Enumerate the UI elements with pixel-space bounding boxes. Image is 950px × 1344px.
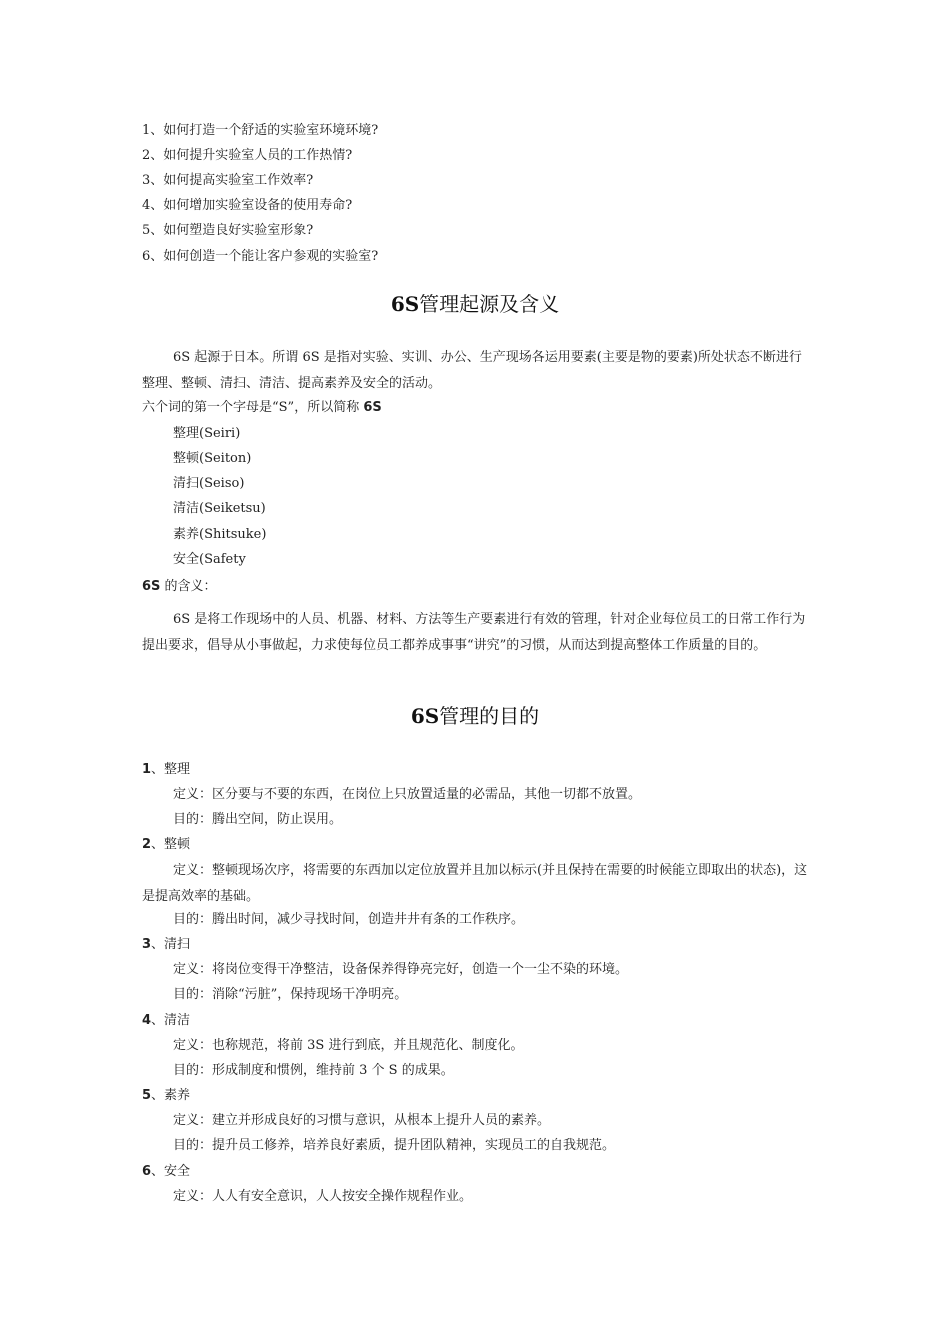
item-number: 3: [142, 937, 152, 952]
question-item: 4、如何增加实验室设备的使用寿命?: [142, 198, 353, 213]
item-name: 、整顿: [151, 837, 191, 852]
meaning-prefix: 6S: [142, 579, 161, 594]
item-name: 、素养: [151, 1088, 191, 1103]
item-name: 、安全: [151, 1164, 191, 1179]
question-item: 6、如何创造一个能让客户参观的实验室?: [142, 249, 379, 264]
item-number: 4: [142, 1013, 152, 1028]
item-definition: 定义：也称规范，将前 3S 进行到底，并且规范化、制度化。: [173, 1038, 524, 1053]
item-definition: 定义：整顿现场次序，将需要的东西加以定位放置并且加以标示(并且保持在需要的时候能立即取出的状态)，这是提高效率的基础。: [142, 863, 808, 904]
item-heading: [142, 761, 190, 779]
term-item: 整理(Seiri): [173, 426, 241, 441]
item-number: 5: [142, 1088, 152, 1103]
item-heading: [142, 836, 190, 854]
item-heading: [142, 1163, 190, 1181]
term-item: 清扫(Seiso): [173, 476, 245, 491]
question-item: 2、如何提升实验室人员的工作热情?: [142, 148, 353, 163]
item-definition: 定义：区分要与不要的东西，在岗位上只放置适量的必需品，其他一切都不放置。: [173, 787, 642, 802]
section-heading-purpose: [0, 703, 950, 729]
question-item: 3、如何提高实验室工作效率?: [142, 173, 314, 188]
heading-text: 管理起源及含义: [419, 292, 560, 316]
question-item: 1、如何打造一个舒适的实验室环境环境?: [142, 123, 379, 138]
item-definition: 定义：将岗位变得干净整洁，设备保养得铮亮完好，创造一个一尘不染的环境。: [173, 962, 629, 977]
term-item: 素养(Shitsuke): [173, 527, 267, 542]
item-number: 6: [142, 1164, 152, 1179]
item-purpose: 目的：腾出空间，防止误用。: [173, 812, 343, 827]
meaning-rest: 的含义：: [160, 579, 217, 594]
item-purpose: 目的：腾出时间，减少寻找时间，创造井井有条的工作秩序。: [173, 912, 525, 927]
item-name: 、清洁: [151, 1013, 191, 1028]
term-item: 安全(Safety: [173, 552, 246, 567]
item-name: 、清扫: [151, 937, 191, 952]
heading-prefix: 6S: [390, 292, 420, 316]
item-purpose: 目的：提升员工修养，培养良好素质，提升团队精神，实现员工的自我规范。: [173, 1138, 616, 1153]
item-number: 1: [142, 762, 152, 777]
meaning-label: [142, 578, 217, 596]
origin-paragraph: 6S 起源于日本。所谓 6S 是指对实验、实训、办公、生产现场各运用要素(主要是物的要素)所处状态不断进行整理、整顿、清扫、清洁、提高素养及安全的活动。: [142, 350, 802, 391]
item-definition: 定义：建立并形成良好的习惯与意识，从根本上提升人员的素养。: [173, 1113, 551, 1128]
item-name: 、整理: [151, 762, 191, 777]
item-purpose: 目的：消除“污脏”，保持现场干净明亮。: [173, 987, 408, 1002]
term-item: 整顿(Seiton): [173, 451, 252, 466]
first-letter-line: [142, 399, 382, 417]
item-heading: [142, 1012, 190, 1030]
item-heading: [142, 936, 190, 954]
item-purpose: 目的：形成制度和惯例，维持前 3 个 S 的成果。: [173, 1063, 454, 1078]
question-item: 5、如何塑造良好实验室形象?: [142, 223, 314, 238]
section-heading-origin: [0, 291, 950, 317]
heading-prefix: 6S: [410, 704, 440, 728]
item-number: 2: [142, 837, 152, 852]
item-definition: 定义：人人有安全意识，人人按安全操作规程作业。: [173, 1189, 473, 1204]
meaning-paragraph: 6S 是将工作现场中的人员、机器、材料、方法等生产要素进行有效的管理，针对企业每位员工的日常工作行为提出要求，倡导从小事做起，力求使每位员工都养成事事“讲究”的习惯，从而达到提高整体工作质量的目的。: [142, 612, 806, 653]
first-letter-bold: 6S: [363, 400, 382, 415]
item-heading: [142, 1087, 190, 1105]
first-letter-text: 六个词的第一个字母是“S”，所以简称: [142, 400, 364, 415]
heading-text: 管理的目的: [439, 704, 540, 728]
term-item: 清洁(Seiketsu): [173, 501, 266, 516]
